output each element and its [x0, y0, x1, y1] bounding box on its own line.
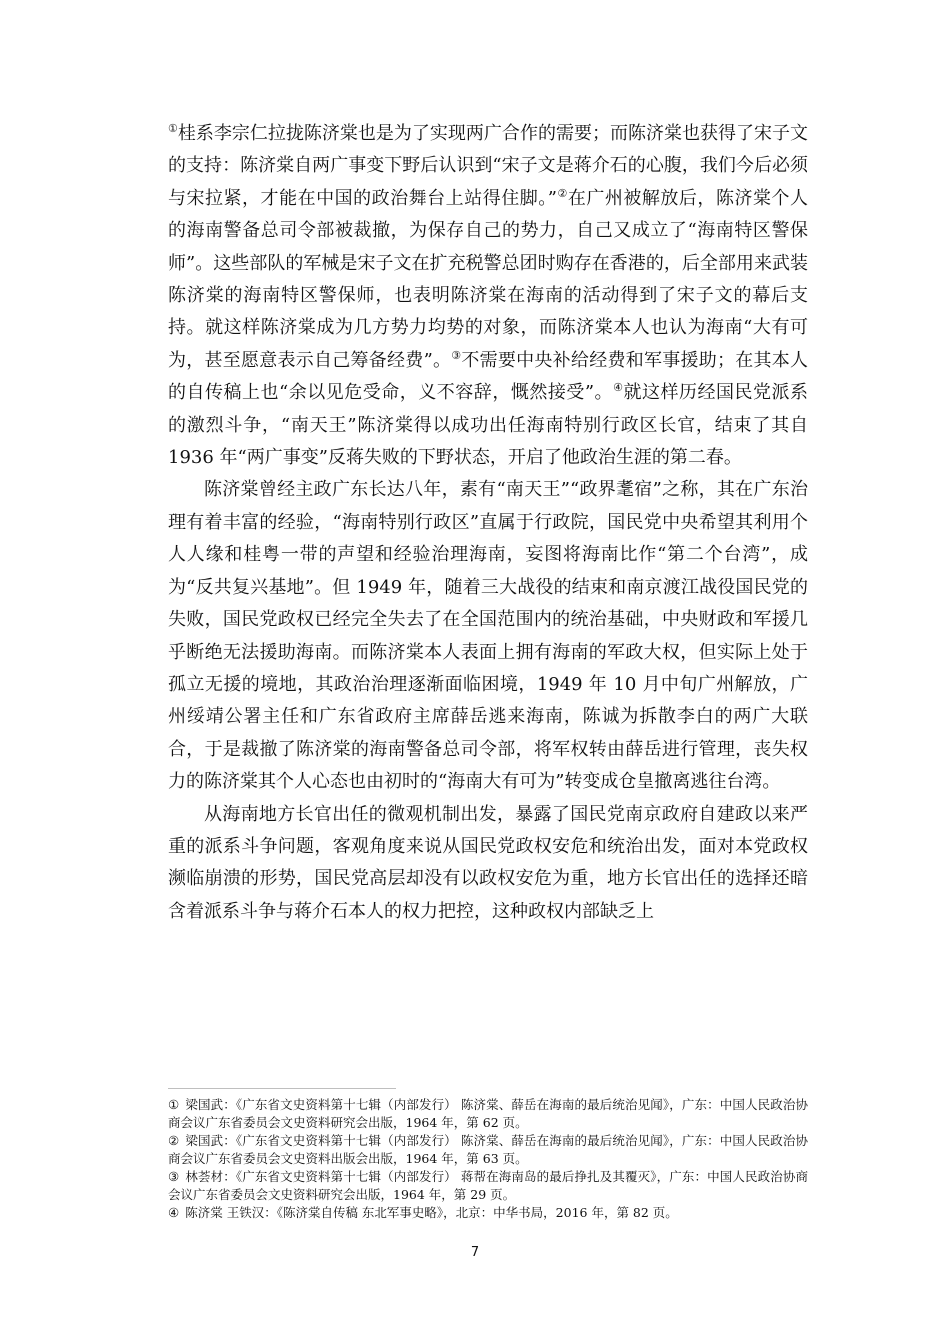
- footnote-ref-4: ④: [613, 381, 624, 395]
- footnote-text: 林荟材：《广东省文史资料第十七辑（内部发行） 蒋帮在海南岛的最后挣扎及其覆灭》，广东：中国人民政治协商会议广东省委员会文史资料研究会出版，1964 年，第 29 页。: [168, 1169, 808, 1202]
- footnote-ref-1: ①: [168, 122, 178, 135]
- footnote-text: 梁国武：《广东省文史资料第十七辑（内部发行） 陈济棠、薛岳在海南的最后统治见闻》，广东：中国人民政治协商会议广东省委员会文史资料出版会出版，1964 年，第 63 页。: [168, 1133, 808, 1166]
- footnote-3: [168, 1168, 808, 1204]
- page-number: 7: [470, 1245, 480, 1260]
- footnote-text: 陈济棠 王铁汉：《陈济棠自传稿 东北军事史略》，北京：中华书局，2016 年，第 82 页。: [185, 1205, 678, 1220]
- body-text: [168, 118, 808, 928]
- paragraph-text: 就这样历经国民党派系的激烈斗争，“南天王”陈济棠得以成功出任海南特别行政区长官，结束了其自 1936 年“两广事变”反蒋失败的下野状态，开启了他政治生涯的第二春。: [168, 382, 808, 469]
- footnote-ref-3: ③: [451, 348, 462, 362]
- paragraph-2: [168, 474, 808, 798]
- footnote-1: [168, 1096, 808, 1132]
- paragraph-text: 在广州被解放后，陈济棠个人的海南警备总司令部被裁撤，为保存自己的势力，自己又成立了“海南特区警保师”。这些部队的军械是宋子文在扩充税警总团时购存在香港的，后全部用来武装陈济棠的海南特区警保师，也表明陈济棠在海南的活动得到了宋子文的幕后支持。就这样陈济棠成为几方势力均势的对象，而陈济棠本人也认为海南“大有可为，甚至愿意表示自己筹备经费”。: [168, 187, 808, 371]
- footnote-ref-2: ②: [556, 186, 568, 200]
- paragraph-1: [168, 118, 808, 474]
- footnote-text: 梁国武：《广东省文史资料第十七辑（内部发行） 陈济棠、薛岳在海南的最后统治见闻》，广东：中国人民政治协商会议广东省委员会文史资料研究会出版，1964 年，第 62 页。: [168, 1097, 808, 1130]
- paragraph-text: 从海南地方长官出任的微观机制出发，暴露了国民党南京政府自建政以来严重的派系斗争问题，客观角度来说从国民党政权安危和统治出发，面对本党政权濒临崩溃的形势，国民党高层却没有以政权安危为重，地方长官出任的选择还暗含着派系斗争与蒋介石本人的权力把控，这种政权内部缺乏上: [168, 803, 808, 922]
- footnote-mark: ②: [168, 1133, 180, 1148]
- paragraph-text: 不需要中央补给经费和军事援助；在其本人的自传稿上也“余以见危受命，义不容辞，慨然接受”。: [168, 349, 808, 404]
- footnotes: [168, 1096, 808, 1222]
- footnote-2: [168, 1132, 808, 1168]
- footnote-mark: ①: [168, 1097, 180, 1112]
- footnote-mark: ④: [168, 1205, 180, 1220]
- paragraph-3: [168, 799, 808, 929]
- footnote-mark: ③: [168, 1169, 180, 1184]
- paragraph-text: 陈济棠曾经主政广东长达八年，素有“南天王”“政界耄宿”之称，其在广东治理有着丰富的经验，“海南特别行政区”直属于行政院，国民党中央希望其利用个人人缘和桂粤一带的声望和经验治理海南，妄图将海南比作“第二个台湾”，成为“反共复兴基地”。但 1949 年，随着三大战役的结束和南京渡江战役国民党的失败，国民党政权已经完全失去了在全国范围内的统治基础，中央财政和军援几乎断绝无法援助海南。而陈济棠本人表面上拥有海南的军政大权，但实际上处于孤立无援的境地，其政治治理逐渐面临困境，1949 年 10 月中旬广州解放，广州绥靖公署主任和广东省政府主席薛岳逃来海南，陈诚为拆散李白的两广大联合，于是裁撤了陈济棠的海南警备总司令部，将军权转由薛岳进行管理，丧失权力的陈济棠其个人心态也由初时的“海南大有可为”转变成仓皇撤离逃往台湾。: [168, 479, 808, 793]
- footnote-4: [168, 1204, 808, 1222]
- paragraph-text: 桂系李宗仁拉拢陈济棠也是为了实现两广合作的需要；而陈济棠也获得了宋子文的支持：陈济棠自两广事变下野后认识到“宋子文是蒋介石的心腹，我们今后必须与宋拉紧，才能在中国的政治舞台上站得住脚。”: [168, 123, 808, 209]
- footnote-separator: [168, 1088, 396, 1089]
